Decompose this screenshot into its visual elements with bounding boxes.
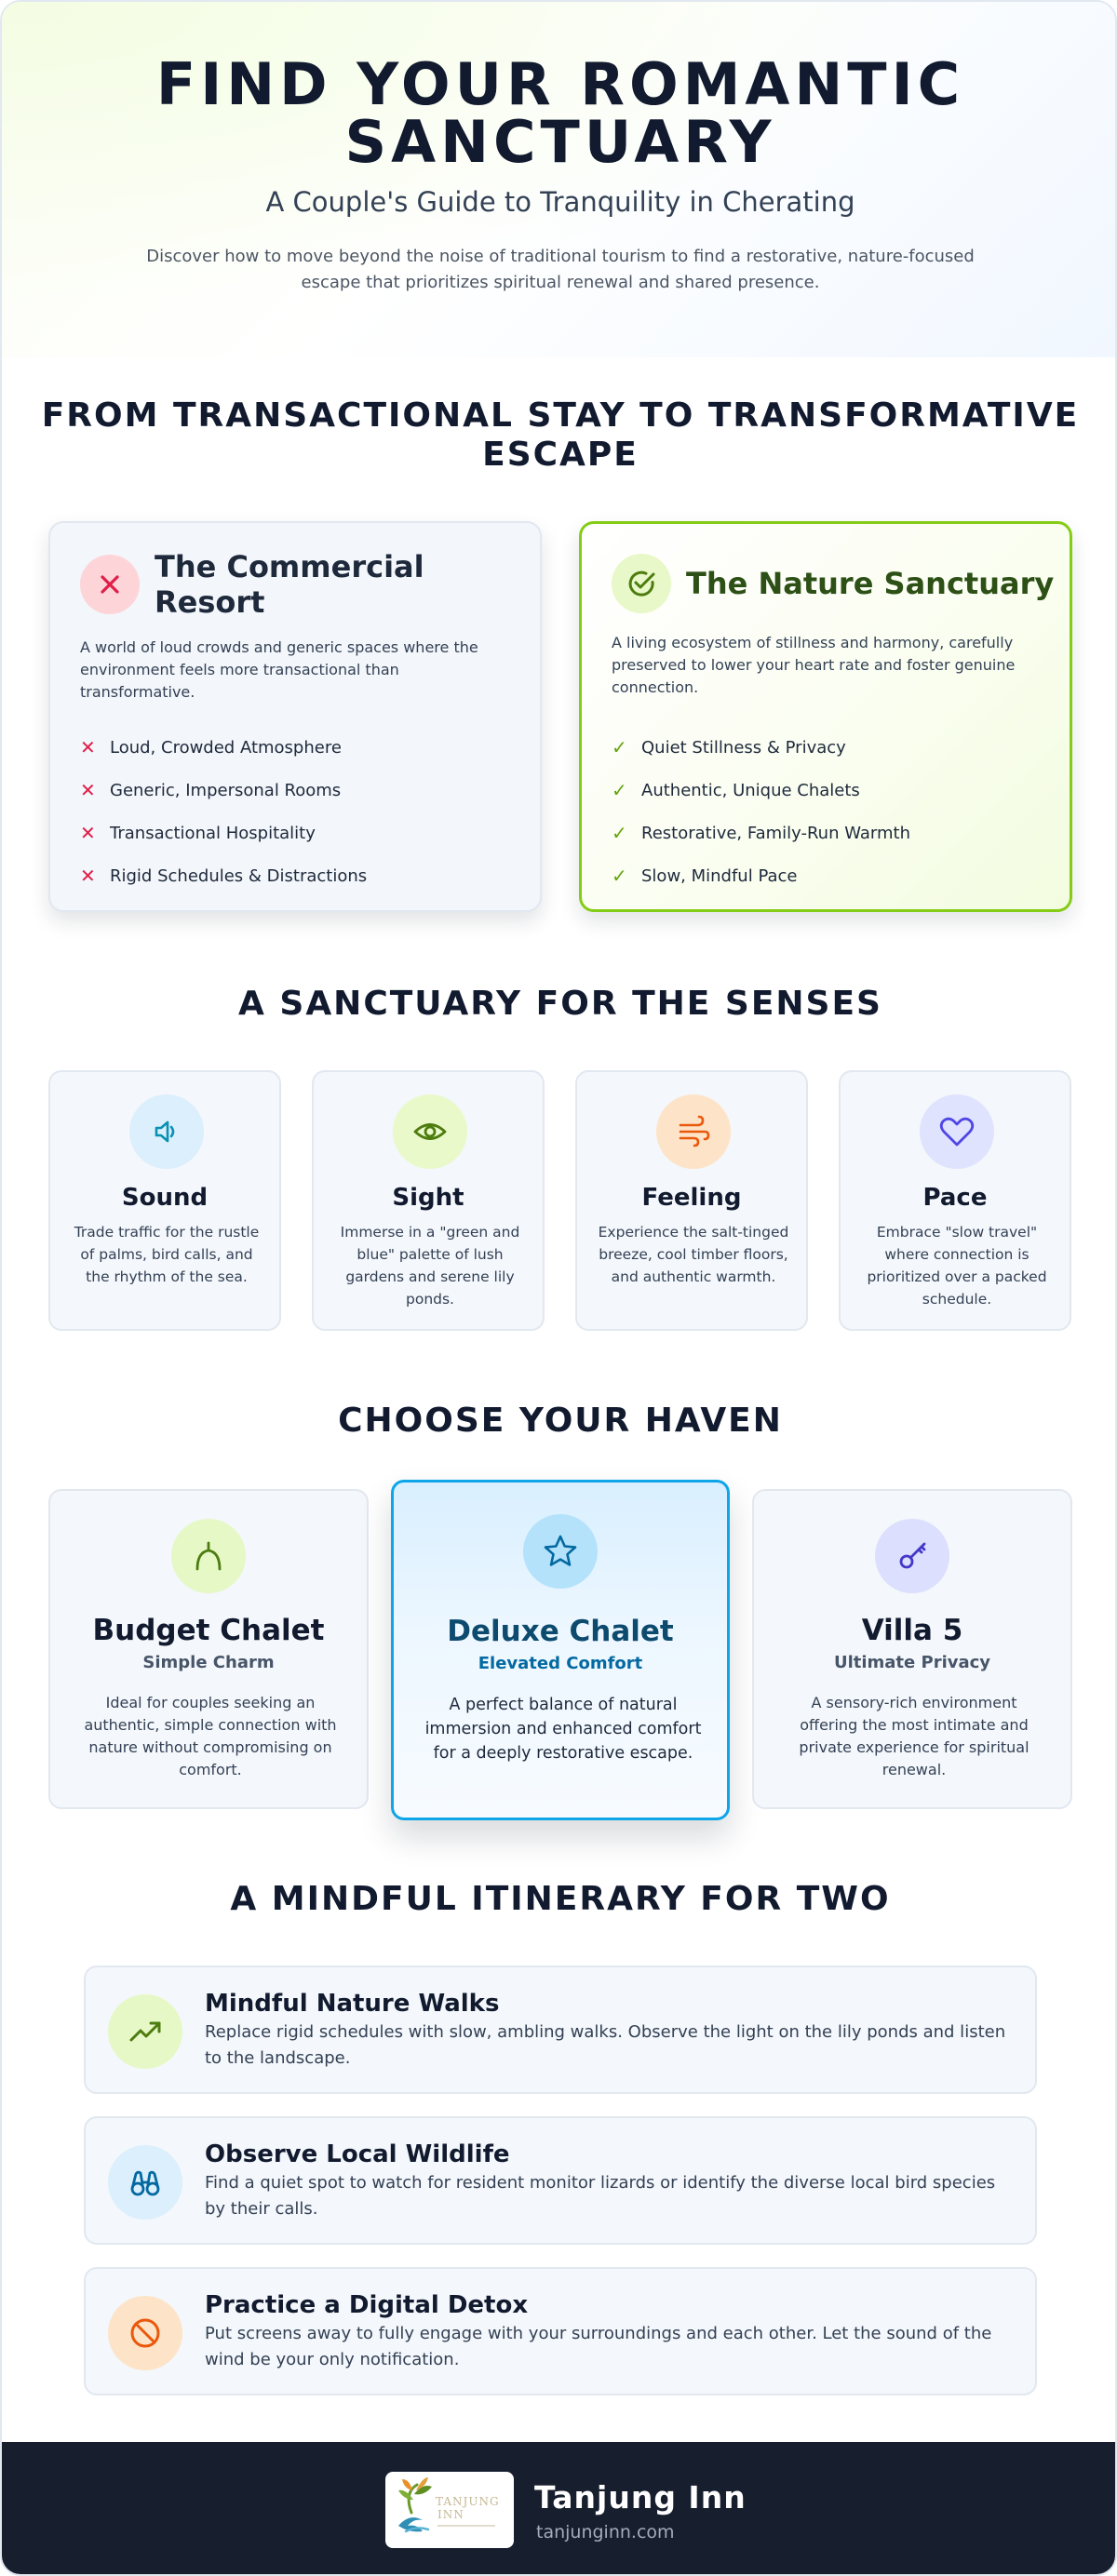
wind-icon xyxy=(656,1094,731,1169)
sense-title: Sight xyxy=(392,1184,464,1212)
sense-card-pace xyxy=(839,1070,1071,1331)
checkmark-icon: ✓ xyxy=(612,865,627,887)
commercial-resort-description: A world of loud crowds and generic spaces where the environment feels more transactional than transformative. xyxy=(80,638,478,701)
x-mark-icon: ✕ xyxy=(80,865,96,887)
itinerary-item-title: Practice a Digital Detox xyxy=(205,2291,529,2319)
ban-icon xyxy=(108,2296,182,2370)
list-item-label: Transactional Hospitality xyxy=(110,823,316,843)
haven-card-budget-chalet[interactable] xyxy=(48,1489,369,1809)
list-item xyxy=(612,726,1040,769)
list-item-label: Rigid Schedules & Distractions xyxy=(110,865,368,886)
commercial-resort-list xyxy=(80,726,508,897)
x-icon xyxy=(80,555,140,614)
itinerary-item-wildlife xyxy=(84,2116,1037,2245)
svg-text:INN: INN xyxy=(437,2508,464,2521)
brand-url-link[interactable]: tanjunginn.com xyxy=(536,2522,675,2542)
list-item-label: Loud, Crowded Atmosphere xyxy=(110,737,342,758)
nature-sanctuary-card xyxy=(579,521,1072,912)
senses-section-title: A SANCTUARY FOR THE SENSES xyxy=(238,985,882,1023)
list-item xyxy=(612,854,1040,897)
x-mark-icon: ✕ xyxy=(80,736,96,758)
hero-description: Discover how to move beyond the noise of traditional tourism to find a restorative, nature-focused escape that prioritizes spiritual renewal and shared presence. xyxy=(146,247,975,292)
binoculars-icon xyxy=(108,2145,182,2220)
itinerary-item-title: Observe Local Wildlife xyxy=(205,2140,510,2168)
haven-description: Ideal for couples seeking an authentic, simple connection with nature without compromising on comfort. xyxy=(84,1694,337,1778)
sense-description: Embrace "slow travel" where connection is prioritized over a packed schedule. xyxy=(867,1224,1047,1308)
page-title: FIND YOUR ROMANTIC SANCTUARY xyxy=(155,50,965,176)
speaker-icon xyxy=(129,1094,204,1169)
list-item-label: Quiet Stillness & Privacy xyxy=(641,737,846,758)
brand-logo[interactable] xyxy=(385,2472,514,2548)
itinerary-item-digital-detox xyxy=(84,2267,1037,2395)
nature-sanctuary-list xyxy=(612,726,1040,897)
list-item xyxy=(80,812,508,854)
list-item-label: Restorative, Family-Run Warmth xyxy=(641,823,910,843)
haven-title: Budget Chalet xyxy=(92,1614,325,1647)
haven-tag: Simple Charm xyxy=(142,1653,275,1672)
heart-icon xyxy=(920,1094,994,1169)
itinerary-item-nature-walks xyxy=(84,1966,1037,2094)
sense-title: Feeling xyxy=(641,1184,742,1212)
hero-section xyxy=(2,2,1117,357)
itinerary-section-title: A MINDFUL ITINERARY FOR TWO xyxy=(230,1880,891,1918)
nature-sanctuary-title: The Nature Sanctuary xyxy=(686,566,1055,601)
list-item xyxy=(80,854,508,897)
list-item-label: Authentic, Unique Chalets xyxy=(641,780,860,800)
list-item xyxy=(612,812,1040,854)
comparison-section-title: FROM TRANSACTIONAL STAY TO TRANSFORMATIVE ESCAPE xyxy=(41,396,1080,474)
trending-up-icon xyxy=(108,1994,182,2069)
list-item-label: Generic, Impersonal Rooms xyxy=(110,780,342,800)
sense-card-sight xyxy=(312,1070,545,1331)
haven-title: Villa 5 xyxy=(861,1614,963,1647)
list-item xyxy=(80,726,508,769)
brand-name: Tanjung Inn xyxy=(534,2479,747,2516)
haven-description: A perfect balance of natural immersion and enhanced comfort for a deeply restorative escape. xyxy=(424,1696,702,1763)
sense-title: Pace xyxy=(922,1184,988,1212)
haven-description: A sensory-rich environment offering the most intimate and private experience for spiritual renewal. xyxy=(799,1694,1030,1778)
logo-wordmark: TANJUNG xyxy=(436,2495,500,2508)
nature-sanctuary-description: A living ecosystem of stillness and harmony, carefully preserved to lower your heart rate and foster genuine connection. xyxy=(612,634,1016,696)
list-item-label: Slow, Mindful Pace xyxy=(641,865,798,886)
page-subtitle: A Couple's Guide to Tranquility in Cherating xyxy=(265,186,855,218)
checkmark-icon: ✓ xyxy=(612,736,627,758)
sense-title: Sound xyxy=(121,1184,209,1212)
x-mark-icon: ✕ xyxy=(80,779,96,801)
checkmark-icon: ✓ xyxy=(612,779,627,801)
check-circle-icon xyxy=(612,554,671,613)
havens-section-title: CHOOSE YOUR HAVEN xyxy=(338,1402,783,1440)
commercial-resort-card xyxy=(48,521,542,912)
eye-icon xyxy=(393,1094,467,1169)
x-mark-icon: ✕ xyxy=(80,822,96,844)
key-icon xyxy=(875,1519,949,1593)
itinerary-item-description: Replace rigid schedules with slow, ambling walks. Observe the light on the lily ponds and listen to the landscape. xyxy=(205,2022,1006,2068)
commercial-resort-title: The Commercial Resort xyxy=(155,549,424,620)
sense-description: Experience the salt-tinged breeze, cool timber floors, and authentic warmth. xyxy=(598,1224,789,1285)
haven-card-deluxe-chalet[interactable] xyxy=(391,1480,730,1820)
haven-tag: Elevated Comfort xyxy=(478,1654,643,1673)
tent-icon xyxy=(171,1519,246,1593)
list-item xyxy=(80,769,508,812)
sense-description: Trade traffic for the rustle of palms, bird calls, and the rhythm of the sea. xyxy=(74,1224,260,1285)
star-icon xyxy=(523,1514,598,1589)
itinerary-item-description: Put screens away to fully engage with your surroundings and each other. Let the sound of the wind be your only notification. xyxy=(205,2324,992,2369)
sense-description: Immerse in a "green and blue" palette of lush gardens and serene lily ponds. xyxy=(340,1224,520,1308)
haven-title: Deluxe Chalet xyxy=(447,1615,674,1648)
haven-tag: Ultimate Privacy xyxy=(833,1653,991,1672)
footer xyxy=(2,2442,1117,2576)
checkmark-icon: ✓ xyxy=(612,822,627,844)
sense-card-feeling xyxy=(575,1070,808,1331)
itinerary-item-title: Mindful Nature Walks xyxy=(205,1990,500,2018)
sense-card-sound xyxy=(48,1070,281,1331)
list-item xyxy=(612,769,1040,812)
haven-card-villa-5[interactable] xyxy=(752,1489,1072,1809)
itinerary-item-description: Find a quiet spot to watch for resident monitor lizards or identify the diverse local bird species by their calls. xyxy=(205,2173,996,2219)
